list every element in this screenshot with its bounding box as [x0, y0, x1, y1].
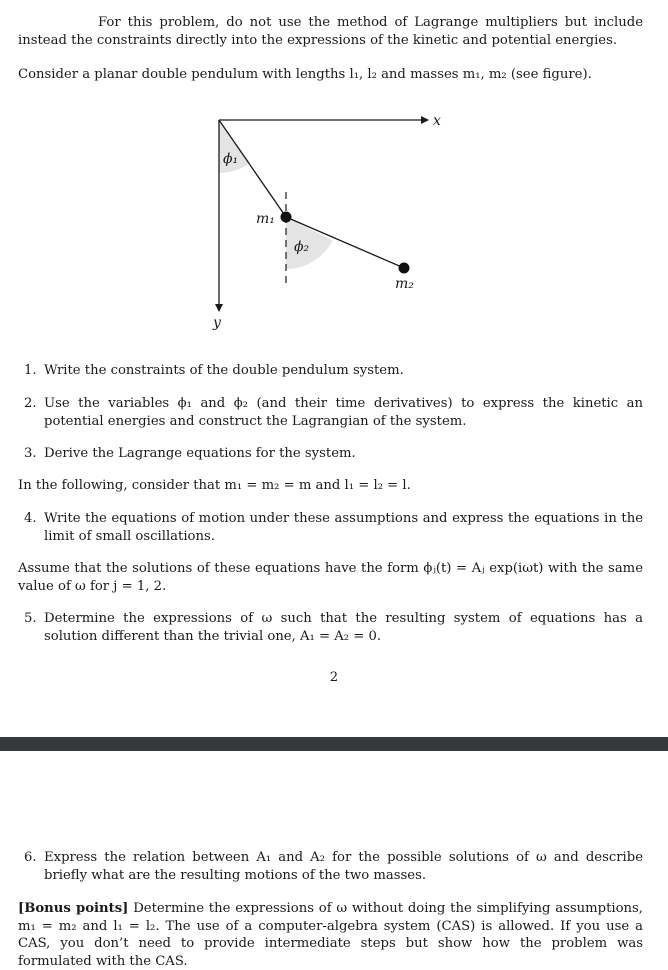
- list-item-text: Derive the Lagrange equations for the system.: [44, 446, 356, 461]
- m1-label: m₁: [256, 211, 275, 227]
- list-item: [24, 610, 643, 645]
- mass-1: [281, 212, 292, 223]
- x-axis-label: x: [433, 113, 441, 129]
- list-item: [24, 362, 643, 380]
- list-item-text: Express the relation between A₁ and A₂ for the possible solutions of ω and describe briefly what are the resulting motions of the two masses.: [44, 850, 643, 883]
- phi1-label: ϕ₁: [223, 151, 239, 167]
- phi2-label: ϕ₂: [294, 239, 310, 255]
- list-item-number: 4.: [24, 511, 37, 526]
- list-item-number: 5.: [24, 611, 37, 626]
- pendulum-diagram: [190, 106, 460, 330]
- solution-form-paragraph: Assume that the solutions of these equations have the form ϕⱼ(t) = Aⱼ exp(iωt) with the same value of ω for j = 1, 2.: [18, 561, 643, 594]
- intro-paragraph: For this problem, do not use the method of Lagrange multipliers but include instead the constraints directly into the expressions of the kinetic and potential energies.: [18, 15, 643, 48]
- list-item-number: 2.: [24, 396, 37, 411]
- page-separator: [0, 737, 668, 751]
- mass-2: [399, 263, 410, 274]
- list-item: [24, 849, 643, 884]
- list-item: [24, 395, 643, 430]
- page-number: 2: [329, 670, 339, 685]
- bonus-label: [Bonus points]: [18, 901, 129, 916]
- list-item-text: Determine the expressions of ω such that the resulting system of equations has a solution different than the trivial one, A₁ = A₂ = 0.: [44, 611, 643, 644]
- list-item-text: Use the variables ϕ₁ and ϕ₂ (and their time derivatives) to express the kinetic an potential energies and construct the Lagrangian of the system.: [44, 396, 643, 429]
- list-item-text: Write the equations of motion under these assumptions and express the equations in the limit of small oscillations.: [44, 511, 643, 544]
- y-axis-label: y: [213, 315, 221, 330]
- consider-paragraph: Consider a planar double pendulum with lengths l₁, l₂ and masses m₁, m₂ (see figure).: [18, 67, 592, 82]
- phi2-wedge: [286, 217, 333, 269]
- bonus-text: Determine the expressions of ω without doing the simplifying assumptions, m₁ = m₂ and l₁ = l₂. The use of a computer-algebra system (CAS) is allowed. If you use a CAS, you don’t need to provide intermediate steps but show how the problem was formulated with the CAS.: [18, 901, 643, 969]
- double-pendulum-figure: [190, 106, 460, 330]
- list-item-text: Write the constraints of the double pendulum system.: [44, 363, 404, 378]
- list-item: [24, 510, 643, 545]
- bonus-paragraph: [18, 900, 643, 970]
- list-item-number: 6.: [24, 850, 37, 865]
- assumption-paragraph: In the following, consider that m₁ = m₂ = m and l₁ = l₂ = l.: [18, 478, 411, 493]
- list-item: [24, 445, 643, 463]
- list-item-number: 1.: [24, 363, 37, 378]
- list-item-number: 3.: [24, 446, 37, 461]
- m2-label: m₂: [395, 276, 414, 292]
